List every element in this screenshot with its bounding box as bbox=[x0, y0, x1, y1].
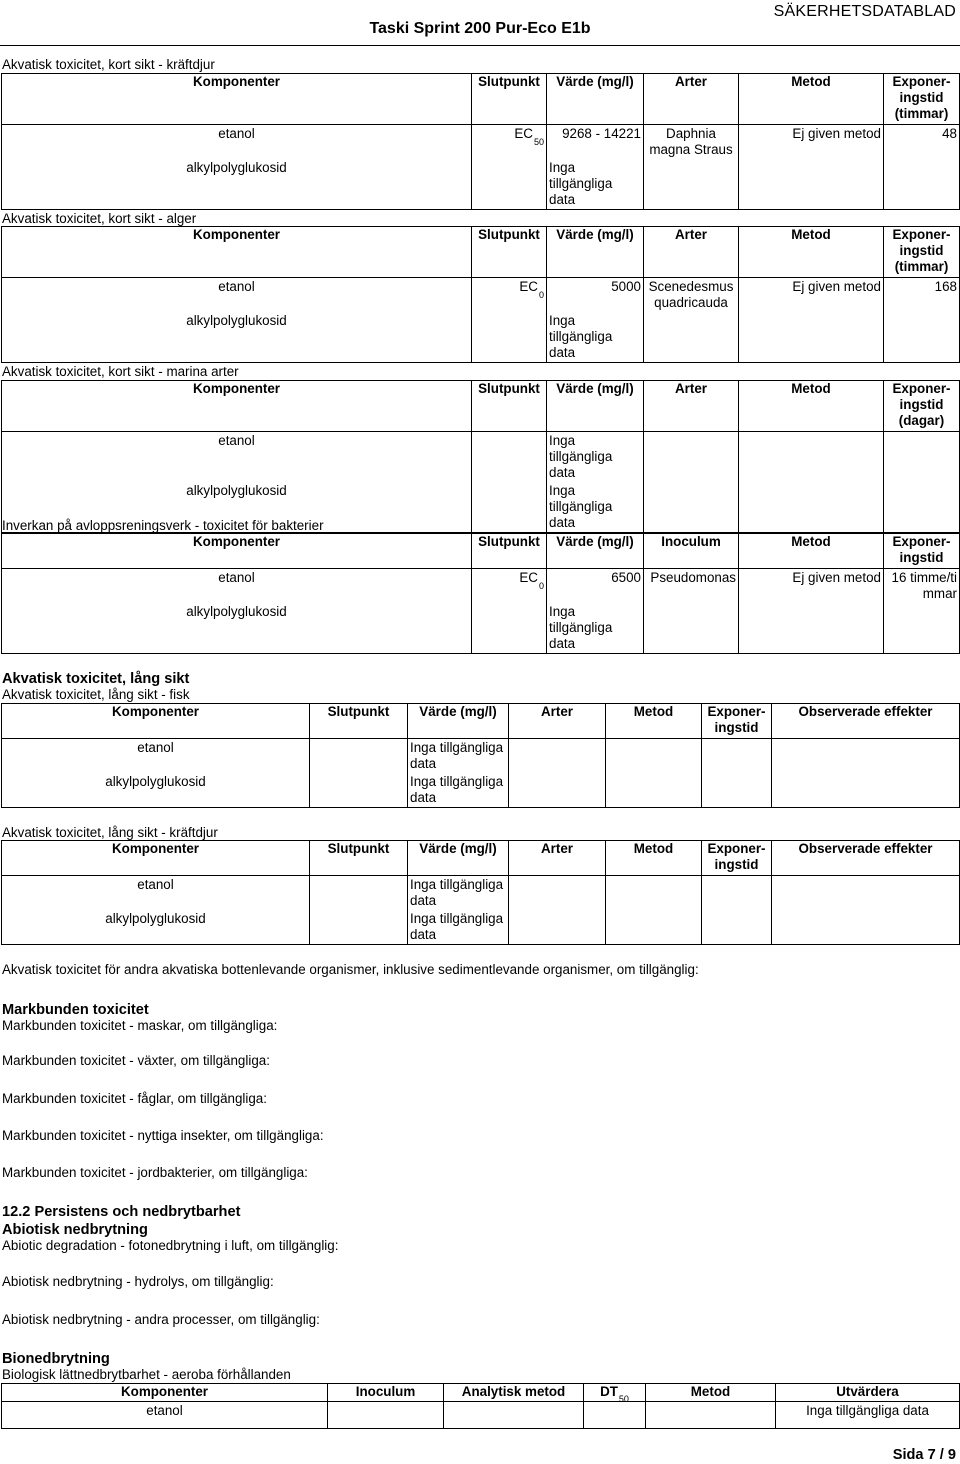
cell-varde: Inga tillgängliga data bbox=[547, 482, 644, 533]
th-metod: Metod bbox=[739, 534, 884, 569]
table-row bbox=[2, 432, 960, 483]
table-biodegradation bbox=[1, 1383, 960, 1429]
table-row bbox=[2, 739, 960, 774]
th-varde: Värde (mg/l) bbox=[408, 841, 509, 876]
cell-varde: Inga tillgängliga data bbox=[547, 159, 644, 210]
th-slutpunkt: Slutpunkt bbox=[472, 227, 547, 278]
th-slutpunkt: Slutpunkt bbox=[310, 841, 408, 876]
cell-varde: Inga tillgängliga data bbox=[408, 739, 509, 774]
th-utvardera: Utvärdera bbox=[776, 1384, 960, 1402]
th-komponenter: Komponenter bbox=[2, 227, 472, 278]
table-row bbox=[2, 125, 960, 160]
table-row bbox=[2, 603, 960, 654]
cell-exponeringstid: 168 bbox=[884, 278, 960, 313]
abiotic-photo: Abiotic degradation - fotonedbrytning i luft, om tillgänglig: bbox=[2, 1238, 339, 1253]
cell-komponent: alkylpolyglukosid bbox=[2, 159, 472, 210]
cell-varde: Inga tillgängliga data bbox=[408, 773, 509, 808]
table-row bbox=[2, 159, 960, 210]
th-varde: Värde (mg/l) bbox=[408, 704, 509, 739]
cell-arter: Scenedesmus quadricauda bbox=[644, 278, 739, 313]
cell-slutpunkt: EC bbox=[519, 570, 538, 585]
th-arter: Arter bbox=[644, 74, 739, 125]
long-term-heading: Akvatisk toxicitet, lång sikt bbox=[2, 671, 190, 687]
abiotic-heading: Abiotisk nedbrytning bbox=[2, 1222, 148, 1238]
th-komponenter: Komponenter bbox=[2, 74, 472, 125]
th-metod: Metod bbox=[739, 227, 884, 278]
table-short-marine bbox=[1, 380, 960, 533]
th-arter: Arter bbox=[509, 704, 606, 739]
cell-varde: Inga tillgängliga data bbox=[547, 312, 644, 363]
terrestrial-insects: Markbunden toxicitet - nyttiga insekter, om tillgängliga: bbox=[2, 1128, 324, 1143]
cell-varde: Inga tillgängliga data bbox=[547, 432, 644, 483]
terrestrial-bacteria: Markbunden toxicitet - jordbakterier, om tillgängliga: bbox=[2, 1165, 308, 1180]
cell-komponent: etanol bbox=[2, 278, 472, 313]
table-row bbox=[2, 278, 960, 313]
cell-varde: 6500 bbox=[547, 569, 644, 604]
th-exponeringstid: Exponer-ingstid (timmar) bbox=[884, 74, 960, 125]
cell-exponeringstid: 48 bbox=[884, 125, 960, 160]
th-arter: Arter bbox=[644, 381, 739, 432]
cell-komponent: alkylpolyglukosid bbox=[2, 482, 472, 533]
cell-komponent: alkylpolyglukosid bbox=[2, 910, 310, 945]
th-slutpunkt: Slutpunkt bbox=[472, 534, 547, 569]
cell-metod: Ej given metod bbox=[739, 125, 884, 160]
section-label-t4: Inverkan på avloppsreningsverk - toxicitet för bakterier bbox=[2, 518, 324, 533]
terrestrial-plants: Markbunden toxicitet - växter, om tillgängliga: bbox=[2, 1053, 270, 1068]
section-label-t1: Akvatisk toxicitet, kort sikt - kräftdjur bbox=[2, 57, 215, 72]
cell-komponent: etanol bbox=[2, 1402, 328, 1429]
table-row bbox=[2, 773, 960, 808]
biodegradation-aerobic: Biologisk lättnedbrytbarhet - aeroba förhållanden bbox=[2, 1367, 291, 1382]
th-exponeringstid: Exponer-ingstid (timmar) bbox=[884, 227, 960, 278]
document-type-label: SÄKERHETSDATABLAD bbox=[773, 3, 956, 20]
th-dt: DT bbox=[600, 1384, 618, 1399]
th-metod: Metod bbox=[646, 1384, 776, 1402]
cell-slutpunkt-sub: 0 bbox=[538, 581, 544, 591]
cell-exponeringstid: 16 timme/timmar bbox=[884, 569, 960, 604]
cell-varde: 9268 - 14221 bbox=[547, 125, 644, 160]
cell-arter: Daphnia magna Straus bbox=[644, 125, 739, 160]
bottom-organisms-text: Akvatisk toxicitet för andra akvatiska bottenlevande organismer, inklusive sedimentlevande organismer, om tillgänglig: bbox=[2, 962, 699, 977]
th-slutpunkt: Slutpunkt bbox=[472, 381, 547, 432]
th-observerade-effekter: Observerade effekter bbox=[772, 704, 960, 739]
abiotic-other: Abiotisk nedbrytning - andra processer, om tillgänglig: bbox=[2, 1312, 320, 1327]
cell-komponent: etanol bbox=[2, 569, 472, 604]
th-arter: Arter bbox=[644, 227, 739, 278]
table-long-fish bbox=[1, 703, 960, 808]
terrestrial-heading: Markbunden toxicitet bbox=[2, 1002, 149, 1018]
th-slutpunkt: Slutpunkt bbox=[310, 704, 408, 739]
th-metod: Metod bbox=[739, 74, 884, 125]
terrestrial-birds: Markbunden toxicitet - fåglar, om tillgängliga: bbox=[2, 1091, 267, 1106]
th-metod: Metod bbox=[606, 841, 702, 876]
cell-slutpunkt-sub: 50 bbox=[533, 137, 544, 147]
table-row bbox=[2, 569, 960, 604]
cell-utvardera: Inga tillgängliga data bbox=[776, 1402, 960, 1429]
th-inoculum: Inoculum bbox=[328, 1384, 444, 1402]
th-varde: Värde (mg/l) bbox=[547, 74, 644, 125]
table-bacteria-toxicity bbox=[1, 533, 960, 654]
cell-metod: Ej given metod bbox=[739, 278, 884, 313]
th-komponenter: Komponenter bbox=[2, 534, 472, 569]
section-label-t6: Akvatisk toxicitet, lång sikt - kräftdjur bbox=[2, 825, 218, 840]
cell-komponent: alkylpolyglukosid bbox=[2, 312, 472, 363]
th-komponenter: Komponenter bbox=[2, 381, 472, 432]
th-inoculum: Inoculum bbox=[644, 534, 739, 569]
header-divider bbox=[0, 45, 960, 46]
cell-varde: Inga tillgängliga data bbox=[547, 603, 644, 654]
cell-komponent: etanol bbox=[2, 739, 310, 774]
cell-varde: Inga tillgängliga data bbox=[408, 876, 509, 911]
th-exponeringstid: Exponer-ingstid (dagar) bbox=[884, 381, 960, 432]
cell-inoculum: Pseudomonas bbox=[644, 569, 739, 604]
section-label-t5: Akvatisk toxicitet, lång sikt - fisk bbox=[2, 687, 190, 702]
th-komponenter: Komponenter bbox=[2, 1384, 328, 1402]
cell-slutpunkt-sub: 0 bbox=[538, 290, 544, 300]
cell-komponent: etanol bbox=[2, 432, 472, 483]
cell-komponent: etanol bbox=[2, 125, 472, 160]
th-komponenter: Komponenter bbox=[2, 841, 310, 876]
th-metod: Metod bbox=[606, 704, 702, 739]
th-exponeringstid: Exponer-ingstid bbox=[702, 704, 772, 739]
th-komponenter: Komponenter bbox=[2, 704, 310, 739]
th-observerade-effekter: Observerade effekter bbox=[772, 841, 960, 876]
page-number: Sida 7 / 9 bbox=[892, 1447, 956, 1463]
table-long-crustaceans bbox=[1, 840, 960, 945]
th-dt-sub: 50 bbox=[618, 1394, 629, 1404]
table-row bbox=[2, 876, 960, 911]
section-label-t3: Akvatisk toxicitet, kort sikt - marina arter bbox=[2, 364, 239, 379]
th-varde: Värde (mg/l) bbox=[547, 534, 644, 569]
th-exponeringstid: Exponer-ingstid bbox=[702, 841, 772, 876]
table-row bbox=[2, 312, 960, 363]
cell-komponent: alkylpolyglukosid bbox=[2, 603, 472, 654]
cell-varde: Inga tillgängliga data bbox=[408, 910, 509, 945]
th-varde: Värde (mg/l) bbox=[547, 381, 644, 432]
cell-slutpunkt: EC bbox=[514, 126, 533, 141]
th-varde: Värde (mg/l) bbox=[547, 227, 644, 278]
table-short-crustaceans bbox=[1, 73, 960, 210]
th-analytisk-metod: Analytisk metod bbox=[444, 1384, 584, 1402]
th-arter: Arter bbox=[509, 841, 606, 876]
table-short-algae bbox=[1, 226, 960, 363]
cell-komponent: etanol bbox=[2, 876, 310, 911]
cell-slutpunkt: EC bbox=[519, 279, 538, 294]
terrestrial-worms: Markbunden toxicitet - maskar, om tillgängliga: bbox=[2, 1018, 278, 1033]
abiotic-hydrolysis: Abiotisk nedbrytning - hydrolys, om tillgänglig: bbox=[2, 1274, 274, 1289]
section-label-t2: Akvatisk toxicitet, kort sikt - alger bbox=[2, 211, 197, 226]
th-metod: Metod bbox=[739, 381, 884, 432]
table-row bbox=[2, 910, 960, 945]
persistence-heading: 12.2 Persistens och nedbrytbarhet bbox=[2, 1204, 241, 1220]
biodegradation-heading: Bionedbrytning bbox=[2, 1351, 110, 1367]
cell-metod: Ej given metod bbox=[739, 569, 884, 604]
cell-varde: 5000 bbox=[547, 278, 644, 313]
th-slutpunkt: Slutpunkt bbox=[472, 74, 547, 125]
table-row bbox=[2, 1402, 960, 1429]
product-title: Taski Sprint 200 Pur-Eco E1b bbox=[369, 20, 591, 37]
th-exponeringstid: Exponer-ingstid bbox=[884, 534, 960, 569]
cell-komponent: alkylpolyglukosid bbox=[2, 773, 310, 808]
